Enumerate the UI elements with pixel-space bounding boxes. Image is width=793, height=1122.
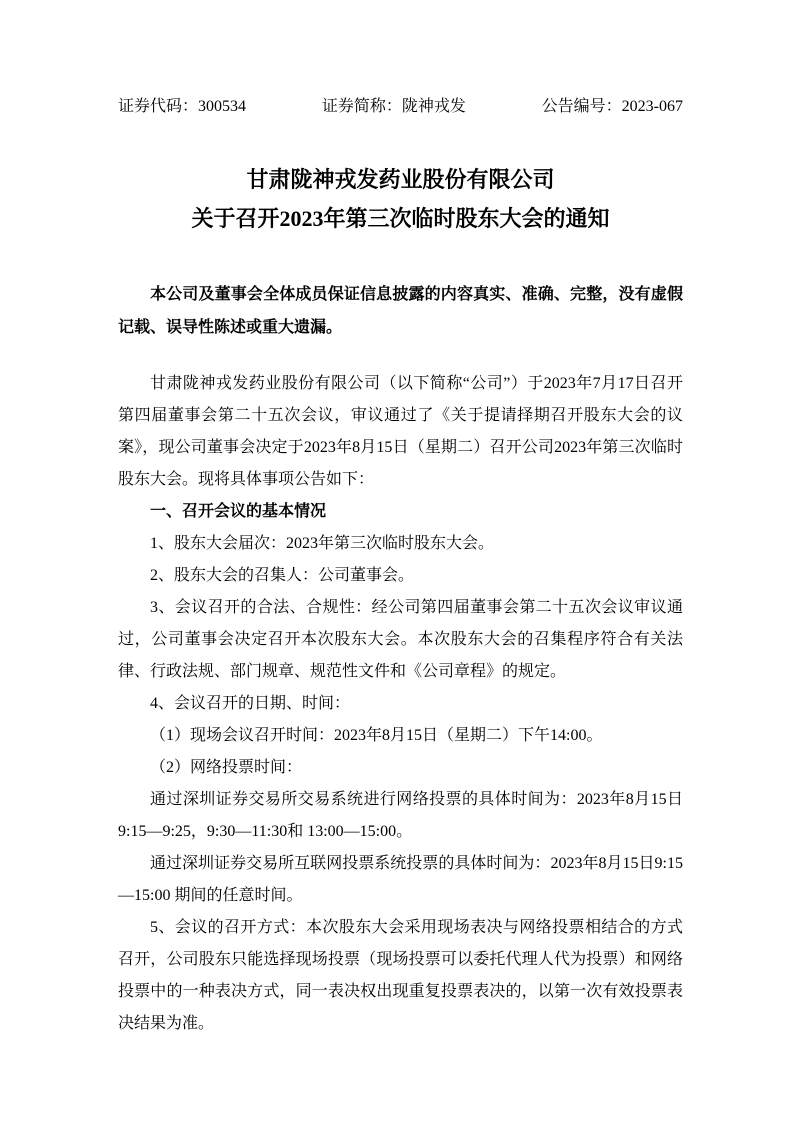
item-meeting-method: 5、会议的召开方式：本次股东大会采用现场表决与网络投票相结合的方式召开，公司股东只能选择现场投票（现场投票可以委托代理人代为投票）和网络投票中的一种表决方式，同一表决权出现重复投票表决的，以第一次有效投票表决结果为准。: [118, 919, 683, 1032]
item-meeting-session: 1、股东大会届次：2023年第三次临时股东大会。: [150, 535, 495, 552]
paragraph-internet-voting-time: 通过深圳证券交易所互联网投票系统投票的具体时间为：2023年8月15日9:15—15:00 期间的任意时间。: [118, 855, 683, 904]
item-meeting-datetime: 4、会议召开的日期、时间：: [150, 695, 351, 712]
paragraph-trading-system-voting-time: 通过深圳证券交易所交易系统进行网络投票的具体时间为：2023年8月15日9:15—9:25，9:30—11:30和 13:00—15:00。: [118, 791, 683, 840]
company-name-title: 甘肃陇神戎发药业股份有限公司: [246, 167, 555, 192]
document-body: [118, 368, 683, 1040]
item-meeting-convener: 2、股东大会的召集人：公司董事会。: [150, 567, 415, 584]
item-online-voting-time-label: （2）网络投票时间：: [150, 759, 303, 776]
stock-abbr-label: 证券简称：陇神戎发: [321, 98, 466, 115]
announcement-no-label: 公告编号：2023-067: [541, 98, 683, 115]
document-title-block: [118, 160, 683, 238]
stock-code-label: 证券代码：300534: [118, 98, 247, 115]
paragraph-company-intro: 甘肃陇神戎发药业股份有限公司（以下简称“公司”）于2023年7月17日召开第四届董事会第二十五次会议，审议通过了《关于提请择期召开股东大会的议案》，现公司董事会决定于2023年8月15日（星期二）召开公司2023年第三次临时股东大会。现将具体事项公告如下：: [118, 375, 683, 488]
document-header: [118, 96, 683, 118]
notice-title: 关于召开2023年第三次临时股东大会的通知: [191, 206, 610, 231]
disclaimer-statement: 本公司及董事会全体成员保证信息披露的内容真实、准确、完整，没有虚假记载、误导性陈述或重大遗漏。: [118, 286, 683, 336]
item-meeting-legality: 3、会议召开的合法、合规性：经公司第四届董事会第二十五次会议审议通过，公司董事会决定召开本次股东大会。本次股东大会的召集程序符合有关法律、行政法规、部门规章、规范性文件和《公司章程》的规定。: [118, 599, 683, 680]
section-heading-basic-info: 一、召开会议的基本情况: [150, 503, 327, 520]
item-onsite-meeting-time: （1）现场会议召开时间：2023年8月15日（星期二）下午14:00。: [150, 727, 603, 744]
